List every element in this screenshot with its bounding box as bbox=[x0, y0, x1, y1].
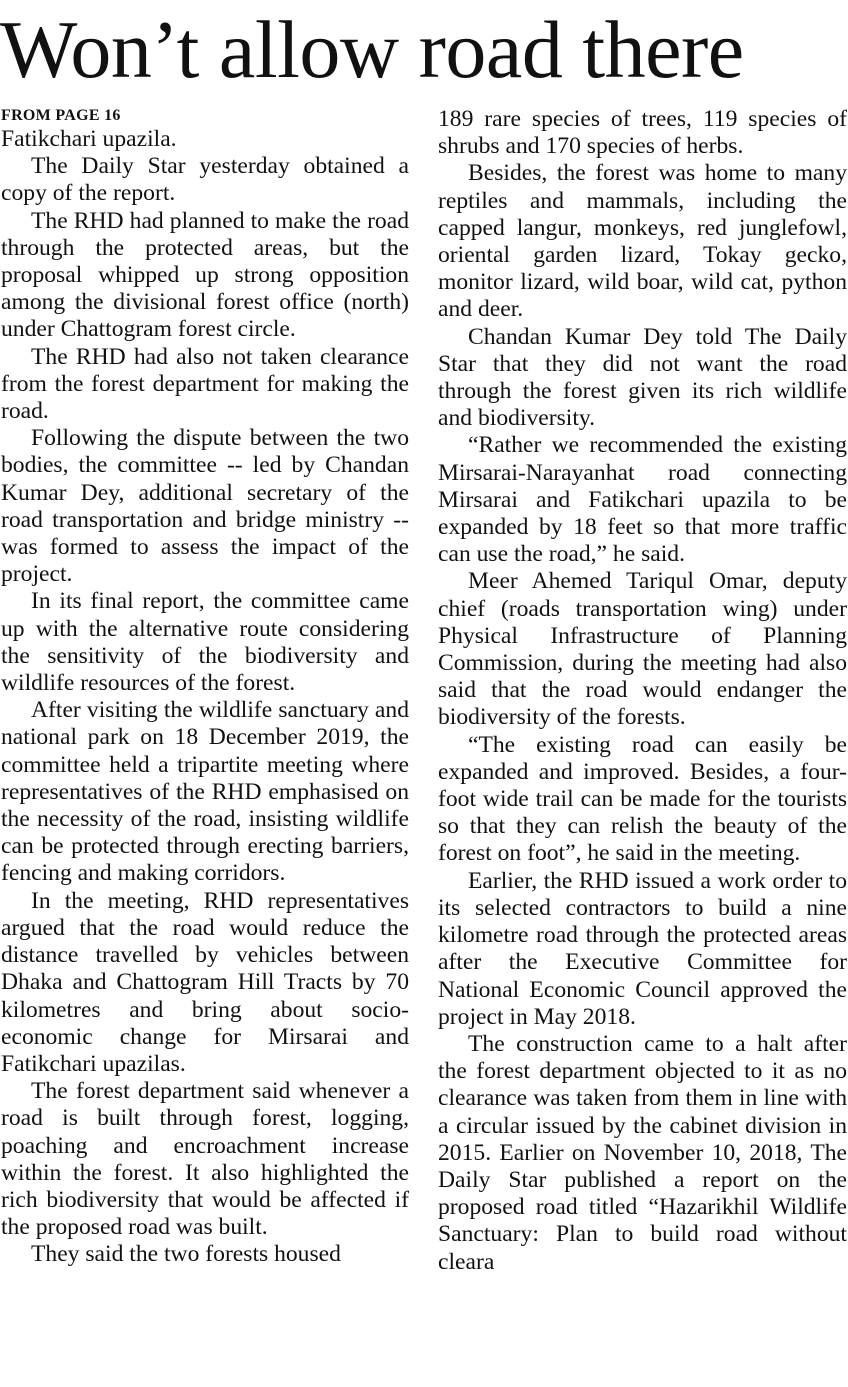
paragraph: Besides, the forest was home to many reptiles and mammals, including the capped langur, monkeys, red junglefowl, oriental garden lizard, Tokay gecko, monitor lizard, wild boar, wild cat, python and deer. bbox=[438, 160, 847, 323]
article-column-left bbox=[1, 106, 409, 1269]
paragraph: In its final report, the committee came up with the alternative route considering the sensitivity of the biodiversity and wildlife resources of the forest. bbox=[1, 588, 409, 697]
paragraph: The forest department said whenever a road is built through forest, logging, poaching and encroachment increase within the forest. It also highlighted the rich biodiversity that would be affected if the proposed road was built. bbox=[1, 1078, 409, 1241]
paragraph: They said the two forests housed bbox=[31, 1241, 341, 1268]
paragraph: Earlier, the RHD issued a work order to its selected contractors to build a nine kilometre road through the protected areas after the Executive Committee for National Economic Council approved the project in May 2018. bbox=[438, 867, 847, 1030]
paragraph: “Rather we recommended the existing Mirsarai-Narayanhat road connecting Mirsarai and Fatikchari upazila to be expanded by 18 feet so that more traffic can use the road,” he said. bbox=[438, 432, 847, 568]
paragraph: Fatikchari upazila. bbox=[1, 126, 177, 152]
paragraph: The RHD had planned to make the road through the protected areas, but the proposal whipped up strong opposition among the divisional forest office (north) under Chattogram forest circle. bbox=[1, 207, 409, 343]
article-column-right bbox=[438, 106, 847, 1276]
paragraph: Chandan Kumar Dey told The Daily Star that they did not want the road through the forest given its rich wildlife and biodiversity. bbox=[438, 323, 847, 432]
paragraph: Meer Ahemed Tariqul Omar, deputy chief (roads transportation wing) under Physical Infrastructure of Planning Commission, during the meeting had also said that the road would endanger the biodiversity of the forests. bbox=[438, 568, 847, 731]
jump-label: FROM PAGE 16 bbox=[1, 107, 121, 124]
paragraph: The Daily Star yesterday obtained a copy of the report. bbox=[1, 153, 409, 207]
paragraph: The construction came to a halt after the forest department objected to it as no clearance was taken from them in line with a circular issued by the cabinet division in 2015. Earlier on November 10, 2018, The Daily Star published a report on the proposed road titled “Hazarikhil Wildlife Sanctuary: Plan to build road without cleara bbox=[438, 1030, 847, 1275]
paragraph: The RHD had also not taken clearance from the forest department for making the road. bbox=[1, 343, 409, 425]
headline: Won’t allow road there bbox=[0, 4, 744, 95]
paragraph: Following the dispute between the two bodies, the committee -- led by Chandan Kumar Dey, additional secretary of the road transportation and bridge ministry -- was formed to assess the impact of the project. bbox=[1, 425, 409, 588]
paragraph: After visiting the wildlife sanctuary and national park on 18 December 2019, the committee held a tripartite meeting where representatives of the RHD emphasised on the necessity of the road, insisting wildlife can be protected through erecting barriers, fencing and making corridors. bbox=[1, 697, 409, 887]
paragraph: 189 rare species of trees, 119 species of shrubs and 170 species of herbs. bbox=[438, 106, 847, 160]
paragraph: In the meeting, RHD representatives argued that the road would reduce the distance travelled by vehicles between Dhaka and Chattogram Hill Tracts by 70 kilometres and bring about socio-economic change for Mirsarai and Fatikchari upazilas. bbox=[1, 887, 409, 1077]
paragraph: “The existing road can easily be expanded and improved. Besides, a four-foot wide trail can be made for the tourists so that they can relish the beauty of the forest on foot”, he said in the meeting. bbox=[438, 731, 847, 867]
